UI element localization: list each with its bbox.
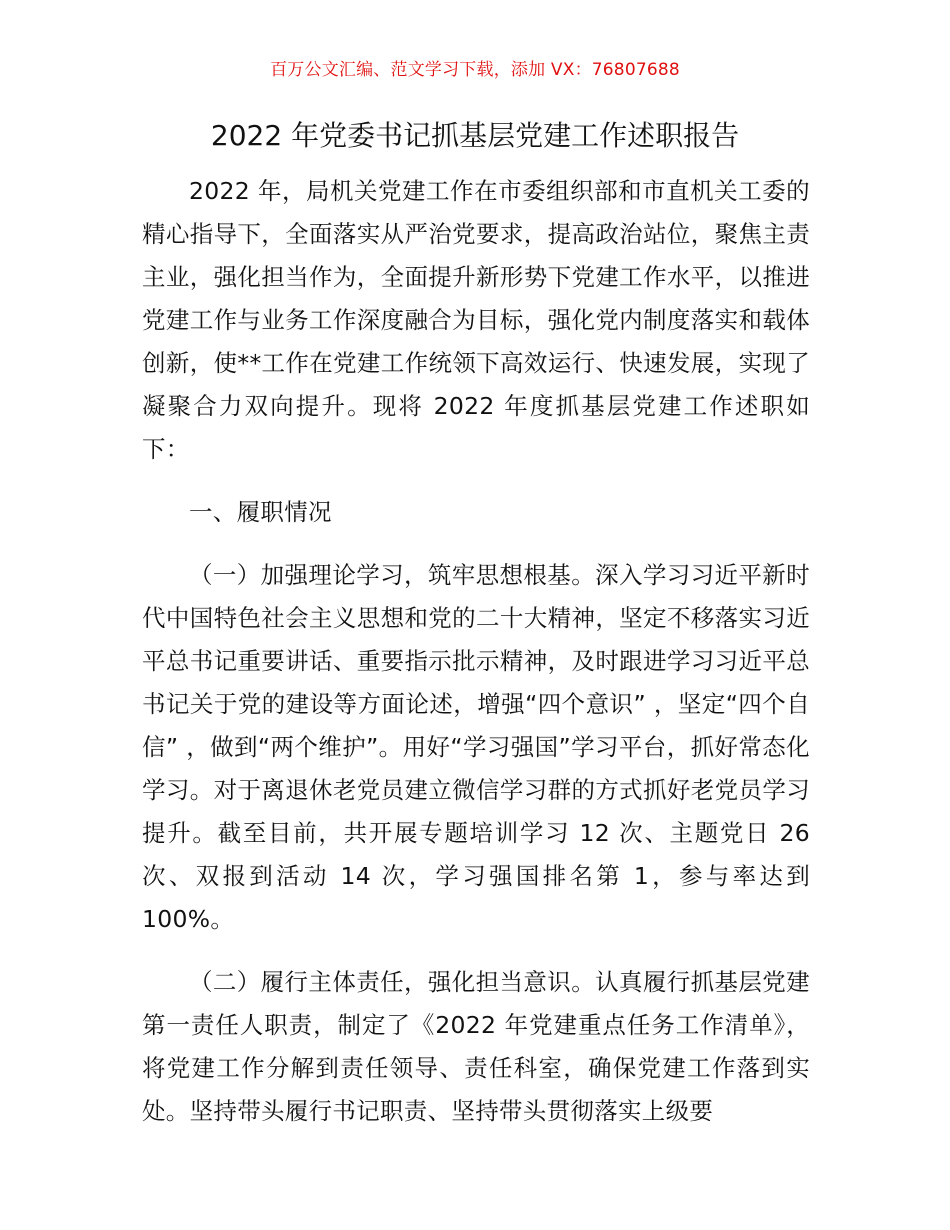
intro-paragraph: 2022 年，局机关党建工作在市委组织部和市直机关工委的精心指导下，全面落实从严治党要求，提高政治站位，聚焦主责主业，强化担当作为，全面提升新形势下党建工作水平，以推进党建工作与业务工作深度融合为目标，强化党内制度落实和载体创新，使**工作在党建工作统领下高效运行、快速发展，实现了凝聚合力双向提升。现将 2022 年度抓基层党建工作述职如下： [142, 177, 810, 463]
document-body [142, 170, 810, 1133]
section-heading: 一、履职情况 [189, 498, 332, 526]
document-title: 2022 年党委书记抓基层党建工作述职报告 [210, 119, 740, 152]
body-paragraph: （二）履行主体责任，强化担当意识。认真履行抓基层党建第一责任人职责，制定了《2022 年党建重点任务工作清单》，将党建工作分解到责任领导、责任科室，确保党建工作落到实处。坚持带头履行书记职责、坚持带头贯彻落实上级要 [142, 968, 810, 1125]
header-watermark-note: 百万公文汇编、范文学习下载，添加 VX：76807688 [270, 60, 680, 80]
body-paragraph: （一）加强理论学习，筑牢思想根基。深入学习习近平新时代中国特色社会主义思想和党的二十大精神，坚定不移落实习近平总书记重要讲话、重要指示批示精神，及时跟进学习习近平总书记关于党的建设等方面论述，增强“四个意识” ，坚定“四个自信” ，做到“两个维护”。用好“学习强国”学习平台，抓好常态化学习。对于离退休老党员建立微信学习群的方式抓好老党员学习提升。截至目前，共开展专题培训学习 12 次、主题党日 26 次、双报到活动 14 次，学习强国排名第 1，参与率达到 100%。 [142, 561, 810, 933]
